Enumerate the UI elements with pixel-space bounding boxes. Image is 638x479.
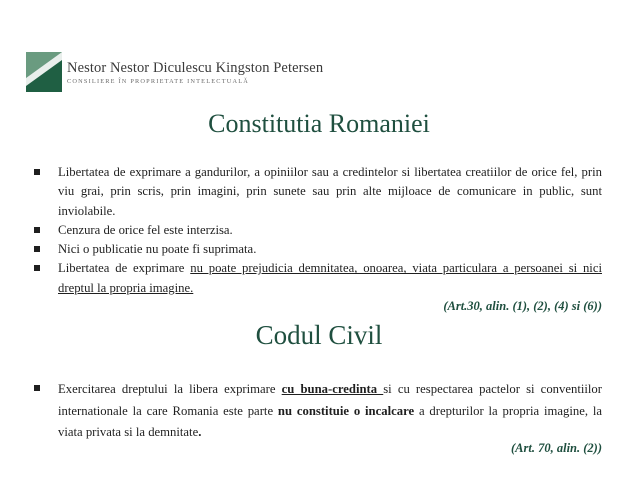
- list-item: [34, 221, 602, 240]
- sentence-end: .: [198, 425, 202, 439]
- bullet-icon: [34, 246, 40, 252]
- civil-code-bullet-list: [34, 379, 602, 444]
- logo-mark-icon: [26, 52, 62, 92]
- list-item-text: Nici o publicatie nu poate fi suprimata.: [58, 242, 257, 257]
- section-title-civil-code: Codul Civil: [255, 320, 383, 350]
- bullet-icon: [34, 169, 40, 175]
- list-item: [34, 163, 602, 221]
- bullet-icon: [34, 265, 40, 271]
- section-title-constitution: Constitutia Romaniei: [208, 109, 430, 138]
- logo-tagline: CONSILIERE ÎN PROPRIETATE INTELECTUALĂ: [67, 78, 250, 85]
- underlined-text: nu poate prejudicia demnitatea, onoarea, viata particulara a persoanei si nici dreptul la propria imagine.: [58, 261, 602, 295]
- bold-text: nu constituie o incalcare: [277, 403, 415, 418]
- emphasized-text: cu buna-credinta: [281, 382, 384, 396]
- article-reference: (Art. 70, alin. (2)): [511, 441, 602, 455]
- constitution-bullet-list: [34, 163, 602, 298]
- list-item-text: Exercitarea dreptului la libera exprimare: [58, 382, 282, 396]
- list-item-text: a drepturilor la propria imagine, la viata privata si la demnitate: [58, 403, 602, 439]
- list-item-text: Libertatea de exprimare: [58, 261, 191, 276]
- bullet-icon: [34, 227, 40, 233]
- article-reference: (Art.30, alin. (1), (2), (4) si (6)): [443, 299, 602, 313]
- list-item-text: si cu respectarea pactelor si conventiilor internationale la care Romania este parte: [58, 382, 602, 418]
- list-item-text: Cenzura de orice fel este interzisa.: [58, 222, 233, 237]
- list-item: [34, 240, 602, 259]
- list-item: [34, 259, 602, 298]
- list-item: [34, 379, 602, 444]
- logo-name: Nestor Nestor Diculescu Kingston Petersen: [67, 60, 324, 76]
- list-item-text: Libertatea de exprimare a gandurilor, a opiniilor sau a credintelor si libertatea creatiilor de orice fel, prin viu grai, prin scris, prin imagini, prin sunete sau prin alte mijloace de comunicare in public, sunt inviolabile.: [58, 165, 602, 218]
- bullet-icon: [34, 385, 40, 391]
